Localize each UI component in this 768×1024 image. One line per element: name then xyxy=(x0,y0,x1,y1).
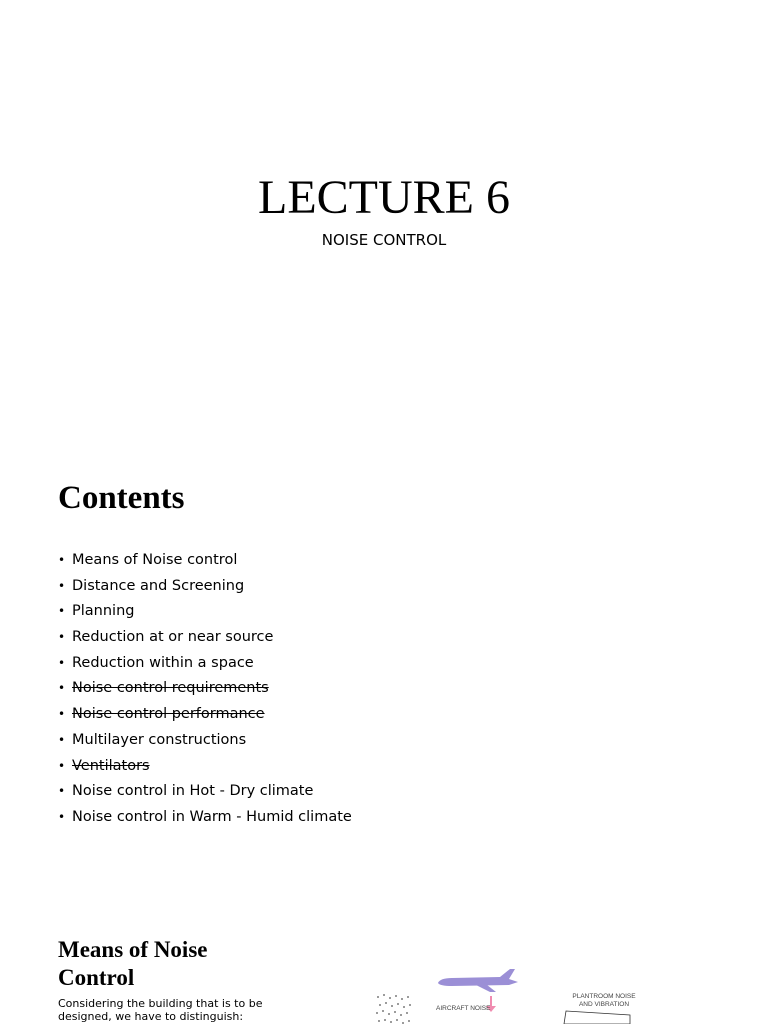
bullet-icon: • xyxy=(58,784,66,799)
bullet-icon: • xyxy=(58,578,66,593)
contents-item xyxy=(58,548,352,574)
contents-item-label: Noise control in Warm - Humid climate xyxy=(72,808,352,825)
contents-item-label: Noise control in Hot - Dry climate xyxy=(72,783,314,800)
rain-dots-icon xyxy=(376,994,411,1024)
contents-item-label: Planning xyxy=(72,603,135,620)
contents-item xyxy=(58,805,352,831)
title-slide xyxy=(0,0,768,420)
plantroom-label-line1: PLANTROOM NOISE xyxy=(572,993,636,1000)
contents-item-label: Ventilators xyxy=(72,757,150,774)
contents-item xyxy=(58,728,352,754)
bullet-icon: • xyxy=(58,553,66,567)
aircraft-icon xyxy=(438,969,518,992)
bullet-icon: • xyxy=(58,655,66,670)
lecture-subtitle: NOISE CONTROL xyxy=(321,231,447,249)
contents-item xyxy=(58,779,352,805)
bullet-icon: • xyxy=(58,681,66,696)
contents-item-label: Distance and Screening xyxy=(72,577,245,594)
means-title: Means of Noise Control xyxy=(58,937,208,990)
lecture-title: LECTURE 6 xyxy=(258,171,510,224)
bullet-icon: • xyxy=(58,630,66,645)
contents-item xyxy=(58,754,352,780)
contents-item-label: Multilayer constructions xyxy=(72,731,247,748)
means-of-noise-control-slide xyxy=(0,900,768,1024)
bullet-icon: • xyxy=(58,809,66,824)
contents-item xyxy=(58,702,352,728)
bullet-icon: • xyxy=(58,732,66,747)
contents-title: Contents xyxy=(58,480,185,516)
contents-list xyxy=(58,548,352,831)
bullet-icon: • xyxy=(58,758,66,773)
contents-item-label: Reduction at or near source xyxy=(72,629,274,646)
contents-item-label: Noise control performance xyxy=(72,706,265,723)
contents-item xyxy=(58,651,352,677)
contents-item-label: Reduction within a space xyxy=(72,654,254,671)
contents-item-label: Means of Noise control xyxy=(72,552,238,568)
contents-item xyxy=(58,599,352,625)
contents-item xyxy=(58,625,352,651)
contents-item xyxy=(58,574,352,600)
plantroom-label-line2: AND VIBRATION xyxy=(578,1001,630,1008)
bullet-icon: • xyxy=(58,707,66,722)
aircraft-noise-label: AIRCRAFT NOISE xyxy=(436,1005,491,1012)
noise-sources-illustration xyxy=(368,962,668,1024)
bullet-icon: • xyxy=(58,604,66,619)
means-body-text: Considering the building that is to be designed, we have to distinguish: xyxy=(58,997,263,1023)
contents-slide xyxy=(0,430,768,860)
contents-item xyxy=(58,676,352,702)
contents-item-label: Noise control requirements xyxy=(72,680,269,697)
plantroom-box-icon xyxy=(564,1011,630,1024)
